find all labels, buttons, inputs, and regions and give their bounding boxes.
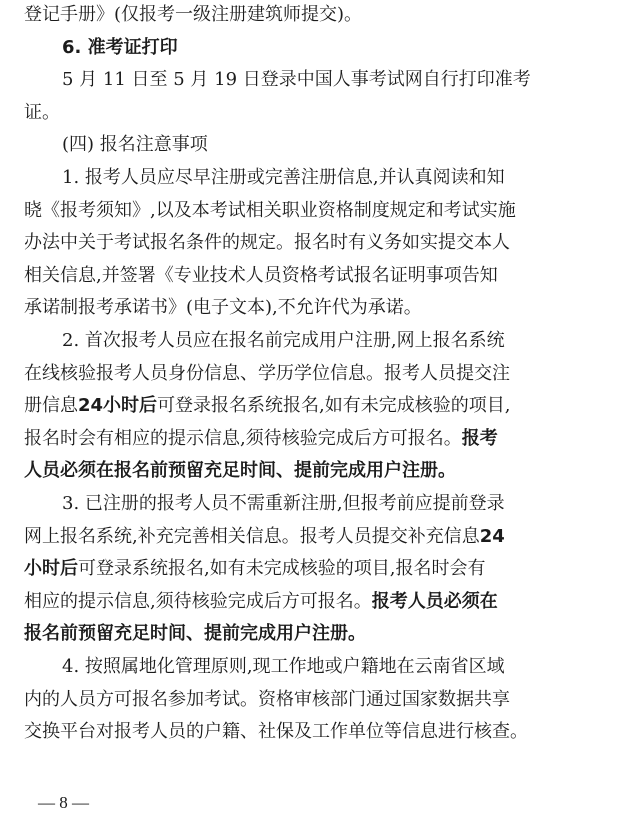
emphasis-text: 24	[479, 526, 505, 547]
paragraph-line: 办法中关于考试报名条件的规定。报名时有义务如实提交本人	[24, 232, 510, 253]
paragraph-line	[24, 526, 505, 548]
section-heading: 6. 准考证打印	[62, 37, 178, 58]
text-run: 相应的提示信息,须待核验完成后方可报名。	[24, 591, 372, 612]
emphasis-text: 24小时后	[78, 395, 158, 416]
paragraph-line: 1. 报考人员应尽早注册或完善注册信息,并认真阅读和知	[62, 167, 505, 188]
page-number: — 8 —	[38, 793, 89, 812]
paragraph-line	[24, 428, 498, 450]
paragraph-line: 承诺制报考承诺书》(电子文本),不允许代为承诺。	[24, 297, 422, 318]
emphasis-line: 人员必须在报名前预留充足时间、提前完成用户注册。	[24, 460, 456, 481]
paragraph-line	[24, 591, 498, 613]
text-run: 可登录系统报名,如有未完成核验的项目,报名时会有	[78, 558, 486, 579]
text-run: 可登录报名系统报名,如有未完成核验的项目,	[157, 395, 511, 416]
paragraph-line	[24, 395, 511, 417]
text-run: 网上报名系统,补充完善相关信息。报考人员提交补充信息	[24, 526, 480, 547]
paragraph-line: 在线核验报考人员身份信息、学历学位信息。报考人员提交注	[24, 363, 510, 384]
text-run: 册信息	[24, 395, 78, 416]
paragraph-line	[24, 558, 485, 580]
paragraph-line: 相关信息,并签署《专业技术人员资格考试报名证明事项告知	[24, 265, 498, 286]
paragraph-line: 2. 首次报考人员应在报名前完成用户注册,网上报名系统	[62, 330, 505, 351]
paragraph-line: 证。	[24, 102, 60, 123]
subsection-heading: (四) 报名注意事项	[62, 134, 208, 155]
emphasis-text: 报考人员必须在	[371, 591, 498, 612]
paragraph-line: 晓《报考须知》,以及本考试相关职业资格制度规定和考试实施	[24, 200, 516, 221]
paragraph-line: 4. 按照属地化管理原则,现工作地或户籍地在云南省区域	[62, 656, 505, 677]
paragraph-line: 5 月 11 日至 5 月 19 日登录中国人事考试网自行打印准考	[62, 69, 531, 90]
text-run: 报名时会有相应的提示信息,须待核验完成后方可报名。	[24, 428, 462, 449]
paragraph-line: 登记手册》(仅报考一级注册建筑师提交)。	[24, 4, 363, 25]
paragraph-line: 交换平台对报考人员的户籍、社保及工作单位等信息进行核查。	[24, 721, 528, 742]
paragraph-line: 内的人员方可报名参加考试。资格审核部门通过国家数据共享	[24, 689, 510, 710]
emphasis-line: 报名前预留充足时间、提前完成用户注册。	[24, 623, 366, 644]
emphasis-text: 小时后	[24, 558, 78, 579]
emphasis-text: 报考	[461, 428, 498, 449]
paragraph-line: 3. 已注册的报考人员不需重新注册,但报考前应提前登录	[62, 493, 505, 514]
